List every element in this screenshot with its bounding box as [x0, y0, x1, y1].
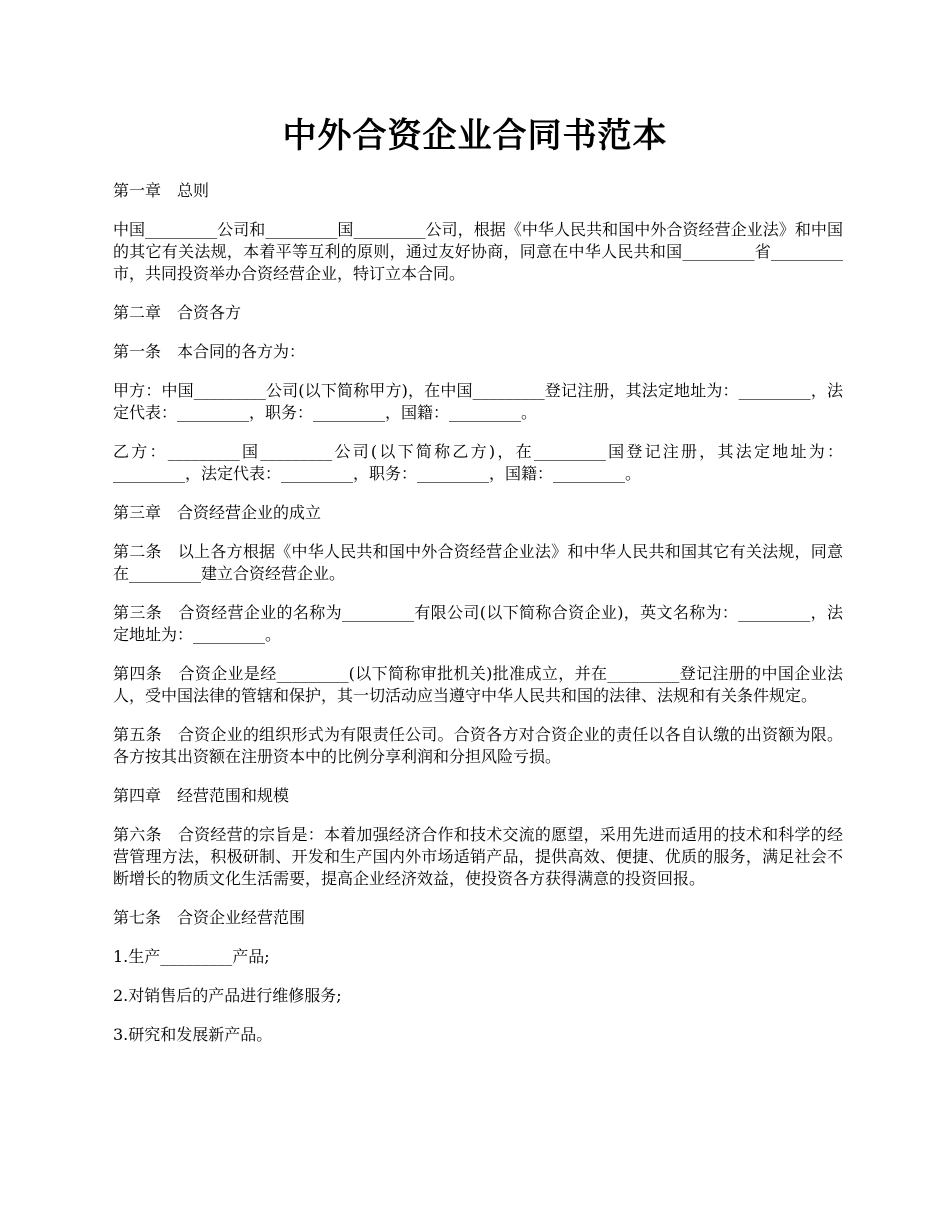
document-title: 中外合资企业合同书范本	[282, 116, 668, 156]
chapter-heading: 第四章 经营范围和规模	[113, 786, 290, 805]
chapter-heading: 第一章 总则	[113, 181, 210, 200]
article: 第六条 合资经营的宗旨是：本着加强经济合作和技术交流的愿望，采用先进而适用的技术和科学的经营管理方法，积极研制、开发和生产国内外市场适销产品，提供高效、便捷、优质的服务，满足社会不断增长的物质文化生活需要，提高企业经济效益，使投资各方获得满意的投资回报。	[113, 825, 843, 888]
list-item: 1.生产_________产品;	[113, 947, 270, 966]
article: 第五条 合资企业的组织形式为有限责任公司。合资各方对合资企业的责任以各自认缴的出资额为限。各方按其出资额在注册资本中的比例分享利润和分担风险亏损。	[113, 725, 843, 766]
article: 第二条 以上各方根据《中华人民共和国中外合资经营企业法》和中华人民共和国其它有关法规，同意在_________建立合资经营企业。	[113, 542, 843, 583]
paragraph: 甲方：中国_________公司(以下简称甲方)，在中国_________登记注册，其法定地址为：_________，法定代表：_________，职务：_________，国籍：_________。	[113, 381, 843, 422]
paragraph: 中国_________公司和_________国_________公司，根据《中华人民共和国中外合资经营企业法》和中国的其它有关法规，本着平等互利的原则，通过友好协商，同意在中华人民共和国_________省_________市，共同投资举办合资经营企业，特订立本合同。	[113, 220, 843, 283]
article: 第七条 合资企业经营范围	[113, 908, 306, 927]
article: 第三条 合资经营企业的名称为_________有限公司(以下简称合资企业)，英文名称为：_________，法定地址为：_________。	[113, 603, 843, 644]
list-item: 3.研究和发展新产品。	[113, 1025, 273, 1044]
document-body	[113, 180, 843, 1063]
list-item: 2.对销售后的产品进行维修服务;	[113, 986, 342, 1005]
paragraph: 乙方：_________国_________公司(以下简称乙方)，在_________国登记注册，其法定地址为：_________，法定代表：_________，职务：_________，国籍：_________。	[113, 442, 843, 483]
chapter-heading: 第二章 合资各方	[113, 303, 242, 322]
chapter-heading: 第三章 合资经营企业的成立	[113, 503, 322, 522]
article: 第四条 合资企业是经_________(以下简称审批机关)批准成立，并在_________登记注册的中国企业法人，受中国法律的管辖和保护，其一切活动应当遵守中华人民共和国的法律、法规和有关条件规定。	[113, 664, 843, 705]
article: 第一条 本合同的各方为：	[113, 342, 306, 361]
